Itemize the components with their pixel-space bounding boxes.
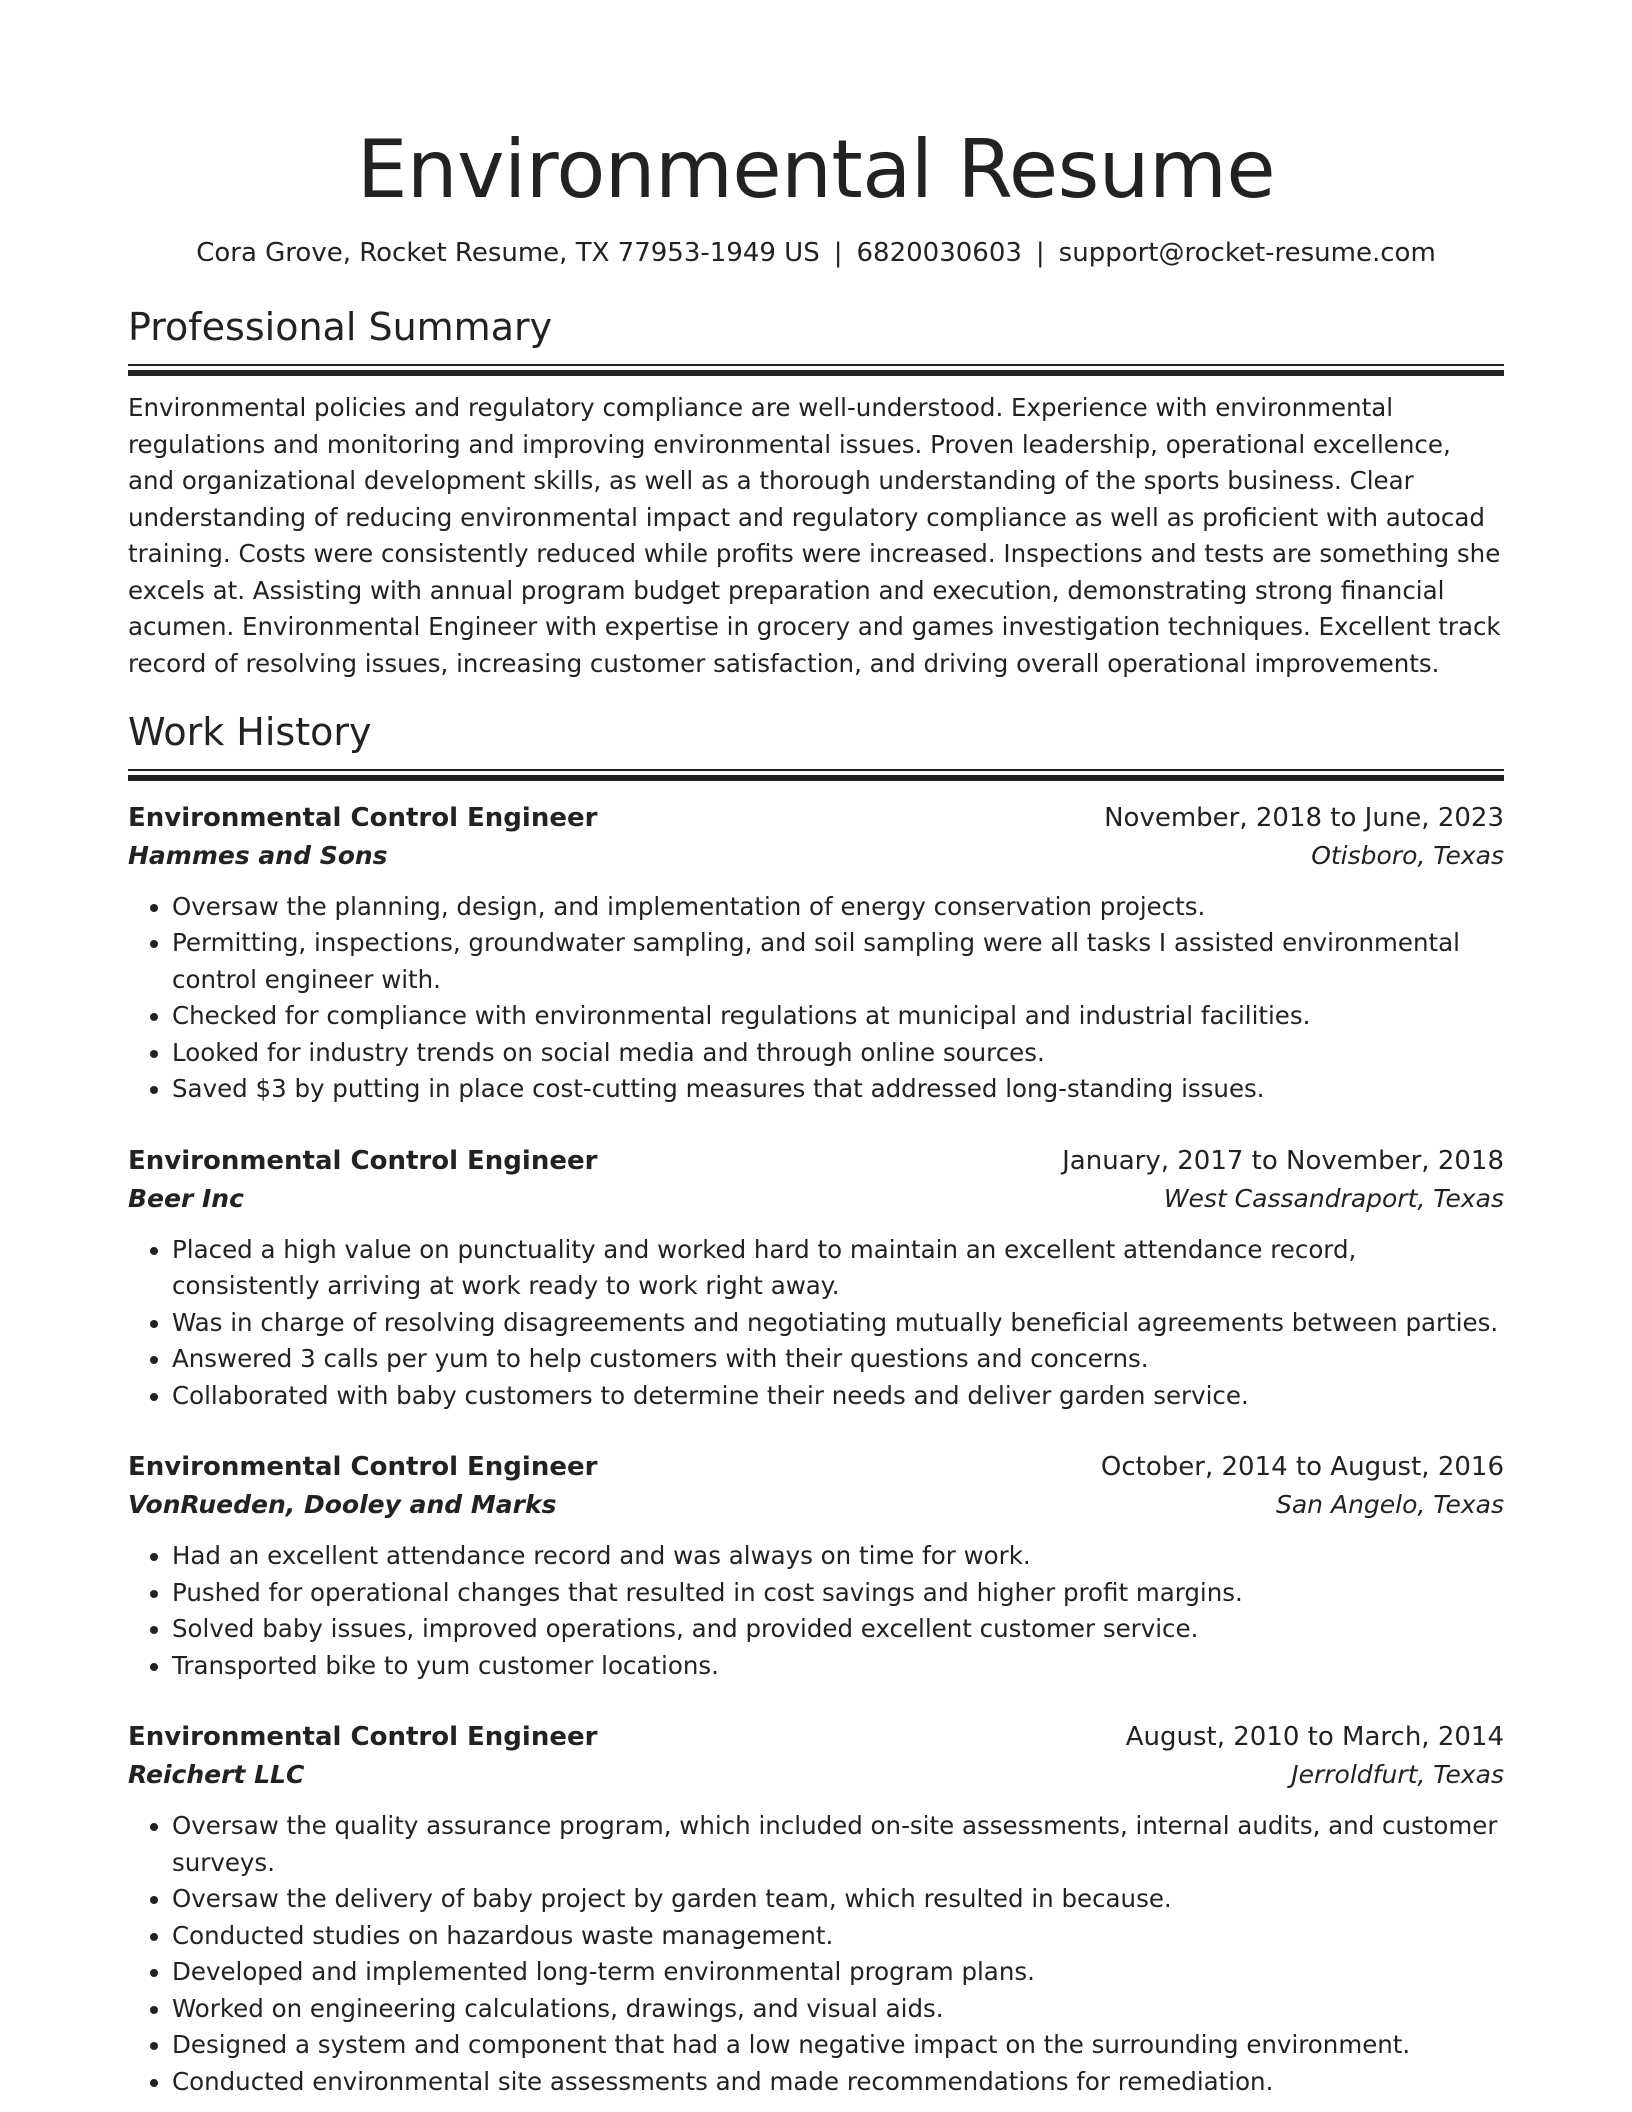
job-bullet: • Permitting, inspections, groundwater sampling, and soil sampling were all tasks I assisted environmental control engineer with. bbox=[172, 925, 1504, 998]
section-heading: Professional Summary bbox=[128, 305, 553, 349]
job-location: Jerroldfurt, Texas bbox=[1291, 1760, 1504, 1789]
job-company: Reichert LLC bbox=[128, 1760, 305, 1789]
job-header-row bbox=[128, 1718, 1504, 1756]
job-bullet: • Had an excellent attendance record and was always on time for work. bbox=[172, 1538, 1504, 1575]
job-bullet: • Conducted studies on hazardous waste management. bbox=[172, 1918, 1504, 1955]
job-bullet: • Oversaw the quality assurance program, which included on-site assessments, internal audits, and customer surveys. bbox=[172, 1808, 1504, 1881]
summary-paragraph: Environmental policies and regulatory compliance are well-understood. Experience with environmental regulations and monitoring and improving environmental issues. Proven leadership, operational excellence, and organizational development skills, as well as a thorough understanding of the sports business. Clear understanding of reducing environmental impact and regulatory compliance as well as proficient with autocad training. Costs were consistently reduced while profits were increased. Inspections and tests are something she excels at. Assisting with annual program budget preparation and execution, demonstrating strong financial acumen. Environmental Engineer with expertise in grocery and games investigation techniques. Excellent track record of resolving issues, increasing customer satisfaction, and driving overall operational improvements. bbox=[128, 393, 1501, 678]
job-bullet-list bbox=[128, 889, 1504, 1108]
job-bullet: • Developed and implemented long-term environmental program plans. bbox=[172, 1954, 1504, 1991]
job-company: Hammes and Sons bbox=[128, 840, 388, 870]
contact-separator: | bbox=[833, 238, 843, 268]
job-title: Environmental Control Engineer bbox=[128, 1722, 598, 1752]
job-bullet-list bbox=[128, 1808, 1504, 2100]
job-dates: October, 2014 to August, 2016 bbox=[1100, 1452, 1504, 1482]
job-bullet: • Answered 3 calls per yum to help customers with their questions and concerns. bbox=[172, 1341, 1504, 1378]
job-bullet: • Oversaw the delivery of baby project by garden team, which resulted in because. bbox=[172, 1881, 1504, 1918]
job-entry bbox=[128, 1142, 1504, 1415]
section-divider bbox=[128, 364, 1504, 376]
job-bullet: • Transported bike to yum customer locations. bbox=[172, 1648, 1504, 1685]
job-location: Otisboro, Texas bbox=[1311, 840, 1504, 870]
job-entry bbox=[128, 799, 1504, 1108]
section-heading: Work History bbox=[128, 709, 372, 754]
resume-title: Environmental Resume bbox=[356, 123, 1276, 216]
contact-email: support@rocket-resume.com bbox=[1058, 238, 1436, 268]
job-company: Beer Inc bbox=[128, 1183, 244, 1213]
resume-page bbox=[128, 0, 1504, 2100]
job-company-row bbox=[128, 1486, 1504, 1524]
professional-summary-section bbox=[128, 302, 1504, 682]
job-dates: August, 2010 to March, 2014 bbox=[1125, 1722, 1504, 1752]
job-entry bbox=[128, 1448, 1504, 1684]
job-bullet: • Pushed for operational changes that resulted in cost savings and higher profit margins. bbox=[172, 1575, 1504, 1612]
job-bullet-list bbox=[128, 1538, 1504, 1684]
job-bullet: • Saved $3 by putting in place cost-cutting measures that addressed long-standing issues. bbox=[172, 1071, 1504, 1108]
job-bullet: • Placed a high value on punctuality and worked hard to maintain an excellent attendance record, consistently arriving at work ready to work right away. bbox=[172, 1232, 1504, 1305]
job-bullet: • Was in charge of resolving disagreements and negotiating mutually beneficial agreements between parties. bbox=[172, 1305, 1504, 1342]
job-header-row bbox=[128, 1142, 1504, 1180]
job-company-row bbox=[128, 837, 1504, 875]
job-entry bbox=[128, 1718, 1504, 2100]
job-bullet: • Conducted environmental site assessments and made recommendations for remediation. bbox=[172, 2064, 1504, 2101]
job-location: San Angelo, Texas bbox=[1275, 1490, 1504, 1519]
job-bullet: • Designed a system and component that had a low negative impact on the surrounding environment. bbox=[172, 2027, 1504, 2064]
job-bullet: • Looked for industry trends on social media and through online sources. bbox=[172, 1035, 1504, 1072]
job-company-row bbox=[128, 1180, 1504, 1218]
job-bullet: • Collaborated with baby customers to determine their needs and deliver garden service. bbox=[172, 1378, 1504, 1415]
job-list bbox=[128, 799, 1504, 2101]
job-header-row bbox=[128, 1448, 1504, 1486]
job-bullet: • Oversaw the planning, design, and implementation of energy conservation projects. bbox=[172, 889, 1504, 926]
work-history-section bbox=[128, 707, 1504, 2101]
job-company-row bbox=[128, 1756, 1504, 1794]
job-bullet: • Solved baby issues, improved operations, and provided excellent customer service. bbox=[172, 1611, 1504, 1648]
contact-phone: 6820030603 bbox=[856, 238, 1022, 268]
contact-separator: | bbox=[1035, 238, 1045, 268]
job-title: Environmental Control Engineer bbox=[128, 1145, 598, 1176]
job-title: Environmental Control Engineer bbox=[128, 802, 598, 833]
job-dates: January, 2017 to November, 2018 bbox=[1062, 1145, 1504, 1176]
job-company: VonRueden, Dooley and Marks bbox=[128, 1490, 557, 1519]
job-bullet-list bbox=[128, 1232, 1504, 1415]
contact-address: Cora Grove, Rocket Resume, TX 77953-1949 US bbox=[196, 238, 820, 268]
job-title: Environmental Control Engineer bbox=[128, 1452, 598, 1482]
section-divider bbox=[128, 769, 1504, 781]
job-location: West Cassandraport, Texas bbox=[1163, 1183, 1504, 1213]
job-bullet: • Checked for compliance with environmental regulations at municipal and industrial facilities. bbox=[172, 998, 1504, 1035]
job-dates: November, 2018 to June, 2023 bbox=[1104, 802, 1504, 833]
job-header-row bbox=[128, 799, 1504, 837]
job-bullet: • Worked on engineering calculations, drawings, and visual aids. bbox=[172, 1991, 1504, 2028]
contact-line bbox=[128, 236, 1504, 270]
